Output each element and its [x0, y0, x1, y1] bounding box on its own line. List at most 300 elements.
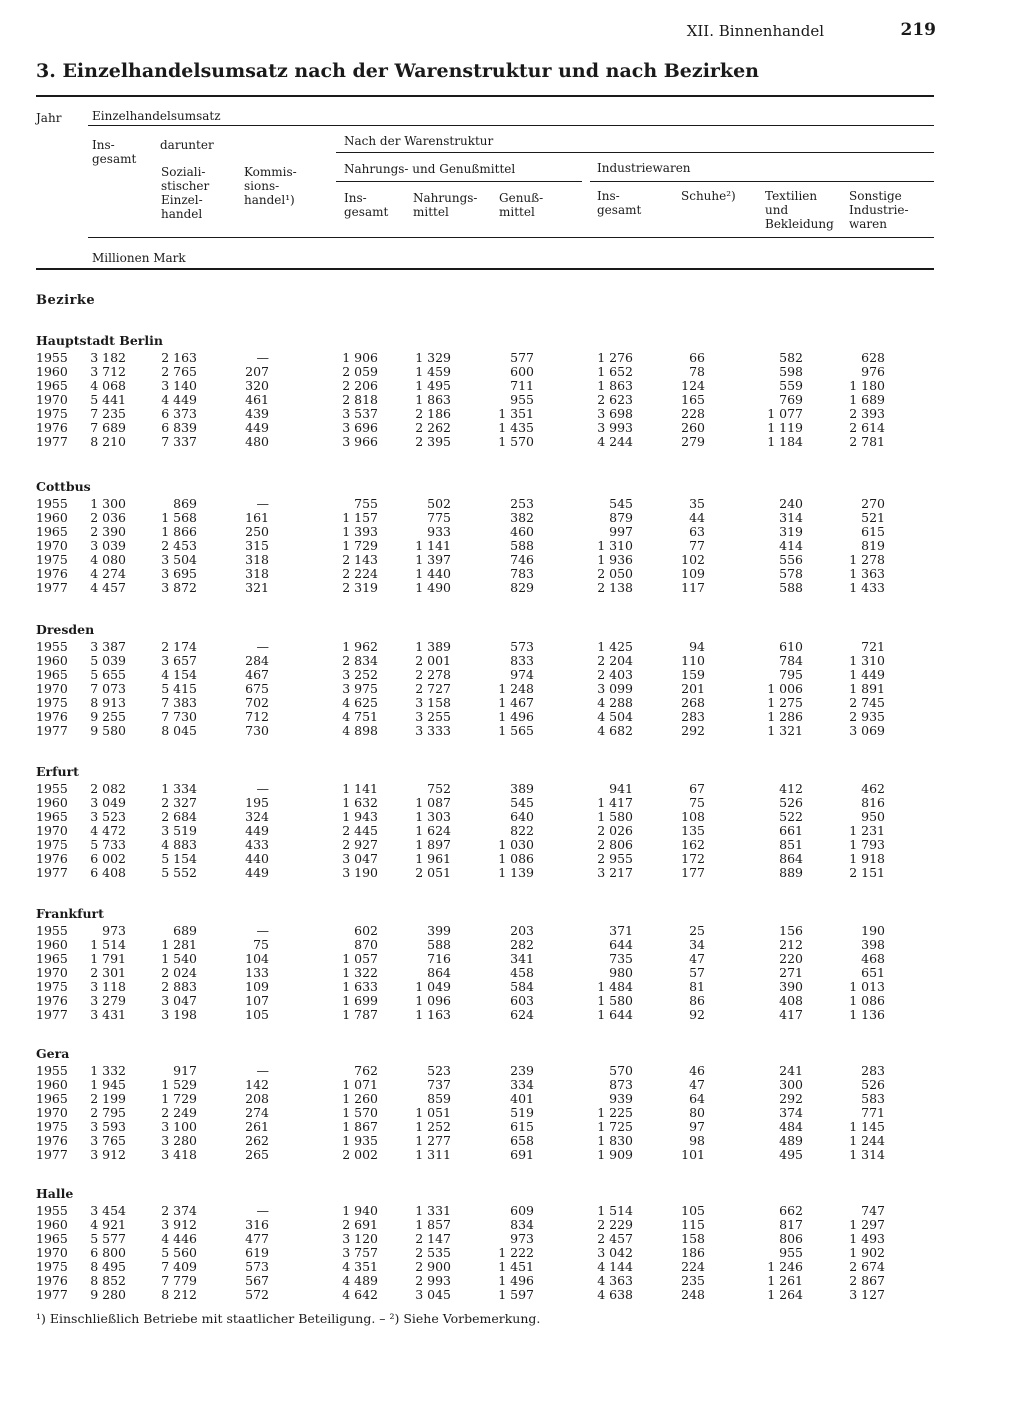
- cell-sozialistisch: 4 446: [161, 1231, 197, 1246]
- cell-schuhe: 64: [689, 1091, 705, 1106]
- cell-schuhe: 63: [689, 524, 705, 539]
- cell-sozialistisch: 7 409: [161, 1259, 197, 1274]
- cell-ng-insgesamt: 4 751: [342, 709, 378, 724]
- cell-kommission: 467: [245, 667, 269, 682]
- cell-ng-insgesamt: 4 351: [342, 1259, 378, 1274]
- cell-year: 1970: [36, 1245, 68, 1260]
- cell-ng-insgesamt: 755: [354, 496, 378, 511]
- cell-schuhe: 66: [689, 350, 705, 365]
- cell-textilien: 417: [779, 1007, 803, 1022]
- cell-schuhe: 283: [681, 709, 705, 724]
- table-row: [0, 1120, 1024, 1134]
- header-rule-warenstruktur: [336, 152, 934, 153]
- cell-genussmittel: 203: [510, 923, 534, 938]
- cell-genussmittel: 253: [510, 496, 534, 511]
- cell-genussmittel: 829: [510, 580, 534, 595]
- cell-genussmittel: 1 351: [498, 406, 534, 421]
- cell-schuhe: 97: [689, 1119, 705, 1134]
- cell-iw-insgesamt: 2 026: [597, 823, 633, 838]
- cell-ng-insgesamt: 2 002: [342, 1147, 378, 1162]
- cell-ng-insgesamt: 1 071: [342, 1077, 378, 1092]
- cell-sonstige: 1 244: [849, 1133, 885, 1148]
- cell-iw-insgesamt: 1 580: [597, 809, 633, 824]
- cell-insgesamt: 3 593: [90, 1119, 126, 1134]
- cell-ng-insgesamt: 1 943: [342, 809, 378, 824]
- cell-insgesamt: 2 199: [90, 1091, 126, 1106]
- cell-genussmittel: 458: [510, 965, 534, 980]
- cell-iw-insgesamt: 644: [609, 937, 633, 952]
- col-header-einzelhandelsumsatz: Einzelhandelsumsatz: [92, 109, 221, 123]
- cell-iw-insgesamt: 1 580: [597, 993, 633, 1008]
- cell-textilien: 598: [779, 364, 803, 379]
- cell-kommission: 567: [245, 1273, 269, 1288]
- cell-kommission: 274: [245, 1105, 269, 1120]
- header-rule-iw: [590, 181, 934, 182]
- cell-genussmittel: 822: [510, 823, 534, 838]
- cell-sozialistisch: 2 684: [161, 809, 197, 824]
- section-label-bezirke: Bezirke: [36, 293, 96, 308]
- cell-textilien: 955: [779, 1245, 803, 1260]
- cell-textilien: 1 264: [767, 1287, 803, 1302]
- cell-sozialistisch: 8 045: [161, 723, 197, 738]
- cell-textilien: 522: [779, 809, 803, 824]
- cell-ng-insgesamt: 1 393: [342, 524, 378, 539]
- cell-ng-insgesamt: 3 537: [342, 406, 378, 421]
- cell-genussmittel: 282: [510, 937, 534, 952]
- cell-insgesamt: 3 279: [90, 993, 126, 1008]
- cell-ng-insgesamt: 4 489: [342, 1273, 378, 1288]
- cell-sonstige: 462: [861, 781, 885, 796]
- cell-schuhe: 57: [689, 965, 705, 980]
- cell-genussmittel: 833: [510, 653, 534, 668]
- cell-kommission: 449: [245, 823, 269, 838]
- cell-genussmittel: 1 597: [498, 1287, 534, 1302]
- cell-genussmittel: 783: [510, 566, 534, 581]
- cell-ng-insgesamt: 4 642: [342, 1287, 378, 1302]
- cell-schuhe: 44: [689, 510, 705, 525]
- cell-sozialistisch: 3 504: [161, 552, 197, 567]
- cell-sozialistisch: 1 729: [161, 1091, 197, 1106]
- cell-ng-insgesamt: 3 190: [342, 865, 378, 880]
- table-row: [0, 952, 1024, 966]
- cell-year: 1977: [36, 1007, 68, 1022]
- cell-textilien: 495: [779, 1147, 803, 1162]
- cell-iw-insgesamt: 1 514: [597, 1203, 633, 1218]
- cell-schuhe: 235: [681, 1273, 705, 1288]
- cell-iw-insgesamt: 3 099: [597, 681, 633, 696]
- cell-ng-insgesamt: 602: [354, 923, 378, 938]
- cell-sonstige: 1 793: [849, 837, 885, 852]
- cell-ng-insgesamt: 1 906: [342, 350, 378, 365]
- cell-schuhe: 186: [681, 1245, 705, 1260]
- cell-ng-insgesamt: 1 940: [342, 1203, 378, 1218]
- cell-sozialistisch: 1 529: [161, 1077, 197, 1092]
- cell-sonstige: 468: [861, 951, 885, 966]
- cell-nahrungsmittel: 859: [427, 1091, 451, 1106]
- cell-nahrungsmittel: 588: [427, 937, 451, 952]
- cell-sozialistisch: 5 560: [161, 1245, 197, 1260]
- cell-sonstige: 1 433: [849, 580, 885, 595]
- cell-ng-insgesamt: 1 962: [342, 639, 378, 654]
- cell-insgesamt: 6 800: [90, 1245, 126, 1260]
- cell-genussmittel: 401: [510, 1091, 534, 1106]
- cell-iw-insgesamt: 3 042: [597, 1245, 633, 1260]
- cell-schuhe: 101: [681, 1147, 705, 1162]
- cell-ng-insgesamt: 4 625: [342, 695, 378, 710]
- section-title: XII. Binnenhandel: [686, 22, 824, 40]
- cell-textilien: 414: [779, 538, 803, 553]
- cell-iw-insgesamt: 939: [609, 1091, 633, 1106]
- cell-iw-insgesamt: 1 725: [597, 1119, 633, 1134]
- cell-ng-insgesamt: 2 224: [342, 566, 378, 581]
- cell-schuhe: 224: [681, 1259, 705, 1274]
- cell-kommission: 250: [245, 524, 269, 539]
- cell-iw-insgesamt: 2 457: [597, 1231, 633, 1246]
- cell-sonstige: 1 297: [849, 1217, 885, 1232]
- cell-kommission: 433: [245, 837, 269, 852]
- cell-nahrungsmittel: 2 262: [415, 420, 451, 435]
- table-row: [0, 1092, 1024, 1106]
- cell-ng-insgesamt: 3 975: [342, 681, 378, 696]
- cell-genussmittel: 382: [510, 510, 534, 525]
- cell-sonstige: 819: [861, 538, 885, 553]
- cell-sonstige: 1 449: [849, 667, 885, 682]
- cell-sozialistisch: 2 163: [161, 350, 197, 365]
- cell-genussmittel: 1 496: [498, 709, 534, 724]
- cell-sozialistisch: 2 374: [161, 1203, 197, 1218]
- cell-year: 1955: [36, 923, 68, 938]
- cell-kommission: 320: [245, 378, 269, 393]
- cell-iw-insgesamt: 2 229: [597, 1217, 633, 1232]
- cell-iw-insgesamt: 1 652: [597, 364, 633, 379]
- cell-sozialistisch: 1 334: [161, 781, 197, 796]
- cell-schuhe: 81: [689, 979, 705, 994]
- cell-textilien: 582: [779, 350, 803, 365]
- cell-ng-insgesamt: 2 691: [342, 1217, 378, 1232]
- cell-genussmittel: 1 248: [498, 681, 534, 696]
- cell-insgesamt: 3 431: [90, 1007, 126, 1022]
- cell-kommission: 318: [245, 566, 269, 581]
- table-row: [0, 539, 1024, 553]
- cell-genussmittel: 615: [510, 1119, 534, 1134]
- table-row: [0, 365, 1024, 379]
- cell-insgesamt: 3 182: [90, 350, 126, 365]
- col-header-schuhe: Schuhe²): [681, 189, 736, 203]
- cell-sonstige: 1 278: [849, 552, 885, 567]
- cell-year: 1965: [36, 951, 68, 966]
- cell-year: 1977: [36, 723, 68, 738]
- district-name: Halle: [36, 1186, 74, 1201]
- cell-year: 1976: [36, 566, 68, 581]
- cell-schuhe: 102: [681, 552, 705, 567]
- cell-sonstige: 1 689: [849, 392, 885, 407]
- cell-sozialistisch: 5 552: [161, 865, 197, 880]
- cell-nahrungsmittel: 1 141: [415, 538, 451, 553]
- table-row: [0, 682, 1024, 696]
- district-name: Gera: [36, 1046, 70, 1061]
- cell-insgesamt: 3 765: [90, 1133, 126, 1148]
- cell-ng-insgesamt: 2 445: [342, 823, 378, 838]
- cell-schuhe: 110: [681, 653, 705, 668]
- table-row: [0, 567, 1024, 581]
- cell-genussmittel: 711: [510, 378, 534, 393]
- cell-sozialistisch: 2 327: [161, 795, 197, 810]
- cell-ng-insgesamt: 2 834: [342, 653, 378, 668]
- cell-sonstige: 1 231: [849, 823, 885, 838]
- cell-textilien: 1 261: [767, 1273, 803, 1288]
- cell-nahrungsmittel: 1 897: [415, 837, 451, 852]
- cell-sozialistisch: 2 883: [161, 979, 197, 994]
- cell-sonstige: 583: [861, 1091, 885, 1106]
- cell-ng-insgesamt: 2 059: [342, 364, 378, 379]
- table-row: [0, 980, 1024, 994]
- cell-genussmittel: 584: [510, 979, 534, 994]
- header-top-rule: [36, 95, 934, 97]
- cell-ng-insgesamt: 2 206: [342, 378, 378, 393]
- cell-schuhe: 47: [689, 1077, 705, 1092]
- cell-year: 1977: [36, 434, 68, 449]
- cell-genussmittel: 640: [510, 809, 534, 824]
- cell-genussmittel: 519: [510, 1105, 534, 1120]
- cell-insgesamt: 4 274: [90, 566, 126, 581]
- cell-schuhe: 268: [681, 695, 705, 710]
- cell-genussmittel: 239: [510, 1063, 534, 1078]
- cell-nahrungsmittel: 2 727: [415, 681, 451, 696]
- cell-ng-insgesamt: 1 157: [342, 510, 378, 525]
- cell-insgesamt: 2 036: [90, 510, 126, 525]
- cell-kommission: 316: [245, 1217, 269, 1232]
- cell-textilien: 271: [779, 965, 803, 980]
- cell-iw-insgesamt: 3 217: [597, 865, 633, 880]
- cell-insgesamt: 3 039: [90, 538, 126, 553]
- cell-iw-insgesamt: 941: [609, 781, 633, 796]
- cell-schuhe: 162: [681, 837, 705, 852]
- cell-sonstige: 2 393: [849, 406, 885, 421]
- cell-sonstige: 3 069: [849, 723, 885, 738]
- cell-schuhe: 158: [681, 1231, 705, 1246]
- cell-ng-insgesamt: 1 057: [342, 951, 378, 966]
- table-row: [0, 1260, 1024, 1274]
- cell-ng-insgesamt: 2 927: [342, 837, 378, 852]
- cell-insgesamt: 7 689: [90, 420, 126, 435]
- cell-ng-insgesamt: 1 867: [342, 1119, 378, 1134]
- cell-sonstige: 651: [861, 965, 885, 980]
- cell-sozialistisch: 8 212: [161, 1287, 197, 1302]
- cell-textilien: 220: [779, 951, 803, 966]
- cell-iw-insgesamt: 1 909: [597, 1147, 633, 1162]
- cell-nahrungsmittel: 2 278: [415, 667, 451, 682]
- cell-year: 1977: [36, 1147, 68, 1162]
- cell-year: 1955: [36, 1203, 68, 1218]
- cell-insgesamt: 3 523: [90, 809, 126, 824]
- cell-insgesamt: 3 454: [90, 1203, 126, 1218]
- cell-sonstige: 2 745: [849, 695, 885, 710]
- cell-sonstige: 1 891: [849, 681, 885, 696]
- col-header-sozialistischer: Soziali- stischer Einzel- handel: [161, 165, 210, 221]
- cell-sonstige: 283: [861, 1063, 885, 1078]
- cell-schuhe: 201: [681, 681, 705, 696]
- cell-insgesamt: 2 082: [90, 781, 126, 796]
- cell-nahrungsmittel: 1 329: [415, 350, 451, 365]
- cell-insgesamt: 5 655: [90, 667, 126, 682]
- table-row: [0, 796, 1024, 810]
- cell-sonstige: 3 127: [849, 1287, 885, 1302]
- cell-schuhe: 92: [689, 1007, 705, 1022]
- cell-iw-insgesamt: 1 417: [597, 795, 633, 810]
- cell-sonstige: 2 151: [849, 865, 885, 880]
- cell-year: 1955: [36, 496, 68, 511]
- cell-nahrungsmittel: 502: [427, 496, 451, 511]
- cell-nahrungsmittel: 1 252: [415, 1119, 451, 1134]
- table-row: [0, 668, 1024, 682]
- cell-textilien: 240: [779, 496, 803, 511]
- cell-year: 1965: [36, 378, 68, 393]
- cell-sozialistisch: 3 047: [161, 993, 197, 1008]
- table-row: [0, 710, 1024, 724]
- cell-insgesamt: 5 733: [90, 837, 126, 852]
- cell-iw-insgesamt: 545: [609, 496, 633, 511]
- cell-textilien: 588: [779, 580, 803, 595]
- cell-genussmittel: 746: [510, 552, 534, 567]
- cell-ng-insgesamt: 1 935: [342, 1133, 378, 1148]
- table-row: [0, 966, 1024, 980]
- cell-nahrungsmittel: 1 397: [415, 552, 451, 567]
- table-row: [0, 1148, 1024, 1162]
- cell-genussmittel: 974: [510, 667, 534, 682]
- cell-year: 1970: [36, 823, 68, 838]
- cell-nahrungsmittel: 1 459: [415, 364, 451, 379]
- cell-iw-insgesamt: 873: [609, 1077, 633, 1092]
- cell-textilien: 864: [779, 851, 803, 866]
- cell-sonstige: 615: [861, 524, 885, 539]
- cell-year: 1965: [36, 1091, 68, 1106]
- cell-insgesamt: 8 495: [90, 1259, 126, 1274]
- cell-iw-insgesamt: 1 484: [597, 979, 633, 994]
- cell-kommission: 107: [245, 993, 269, 1008]
- cell-textilien: 1 119: [767, 420, 803, 435]
- cell-sozialistisch: 3 140: [161, 378, 197, 393]
- cell-sozialistisch: 6 839: [161, 420, 197, 435]
- cell-textilien: 526: [779, 795, 803, 810]
- cell-iw-insgesamt: 1 936: [597, 552, 633, 567]
- cell-sonstige: 747: [861, 1203, 885, 1218]
- cell-schuhe: 46: [689, 1063, 705, 1078]
- cell-kommission: 207: [245, 364, 269, 379]
- cell-sozialistisch: 2 249: [161, 1105, 197, 1120]
- cell-insgesamt: 6 408: [90, 865, 126, 880]
- cell-textilien: 851: [779, 837, 803, 852]
- cell-textilien: 1 184: [767, 434, 803, 449]
- footnote: ¹) Einschließlich Betriebe mit staatlicher Beteiligung. – ²) Siehe Vorbemerkung.: [36, 1311, 541, 1326]
- col-header-textilien: Textilien und Bekleidung: [765, 189, 834, 231]
- cell-genussmittel: 624: [510, 1007, 534, 1022]
- cell-genussmittel: 1 139: [498, 865, 534, 880]
- cell-nahrungsmittel: 1 440: [415, 566, 451, 581]
- cell-genussmittel: 1 222: [498, 1245, 534, 1260]
- cell-insgesamt: 1 945: [90, 1077, 126, 1092]
- cell-sozialistisch: 1 866: [161, 524, 197, 539]
- district-name: Erfurt: [36, 764, 79, 779]
- cell-sonstige: 1 145: [849, 1119, 885, 1134]
- cell-textilien: 556: [779, 552, 803, 567]
- cell-nahrungsmittel: 1 961: [415, 851, 451, 866]
- cell-sozialistisch: 4 154: [161, 667, 197, 682]
- cell-genussmittel: 573: [510, 639, 534, 654]
- cell-nahrungsmittel: 523: [427, 1063, 451, 1078]
- cell-textilien: 559: [779, 378, 803, 393]
- cell-kommission: 265: [245, 1147, 269, 1162]
- cell-schuhe: 98: [689, 1133, 705, 1148]
- cell-iw-insgesamt: 2 050: [597, 566, 633, 581]
- cell-kommission: —: [256, 350, 269, 365]
- cell-nahrungsmittel: 1 311: [415, 1147, 451, 1162]
- cell-sozialistisch: 917: [173, 1063, 197, 1078]
- cell-sozialistisch: 5 154: [161, 851, 197, 866]
- cell-nahrungsmittel: 2 993: [415, 1273, 451, 1288]
- cell-nahrungsmittel: 1 857: [415, 1217, 451, 1232]
- cell-textilien: 314: [779, 510, 803, 525]
- cell-sonstige: 976: [861, 364, 885, 379]
- cell-iw-insgesamt: 4 244: [597, 434, 633, 449]
- cell-iw-insgesamt: 1 276: [597, 350, 633, 365]
- cell-kommission: 318: [245, 552, 269, 567]
- cell-textilien: 578: [779, 566, 803, 581]
- cell-nahrungsmittel: 2 186: [415, 406, 451, 421]
- cell-kommission: 439: [245, 406, 269, 421]
- cell-kommission: 619: [245, 1245, 269, 1260]
- col-header-insgesamt: Ins- gesamt: [92, 138, 137, 166]
- cell-kommission: 133: [245, 965, 269, 980]
- cell-sozialistisch: 2 453: [161, 538, 197, 553]
- cell-schuhe: 260: [681, 420, 705, 435]
- table-row: [0, 782, 1024, 796]
- cell-sonstige: 190: [861, 923, 885, 938]
- cell-nahrungsmittel: 1 863: [415, 392, 451, 407]
- cell-genussmittel: 1 565: [498, 723, 534, 738]
- cell-iw-insgesamt: 1 644: [597, 1007, 633, 1022]
- cell-textilien: 241: [779, 1063, 803, 1078]
- cell-ng-insgesamt: 3 757: [342, 1245, 378, 1260]
- cell-sozialistisch: 5 415: [161, 681, 197, 696]
- col-header-ng-insgesamt: Ins- gesamt: [344, 191, 389, 219]
- cell-sozialistisch: 3 418: [161, 1147, 197, 1162]
- cell-textilien: 1 321: [767, 723, 803, 738]
- cell-schuhe: 159: [681, 667, 705, 682]
- table-row: [0, 810, 1024, 824]
- cell-ng-insgesamt: 1 699: [342, 993, 378, 1008]
- cell-iw-insgesamt: 2 204: [597, 653, 633, 668]
- cell-kommission: 712: [245, 709, 269, 724]
- table-row: [0, 724, 1024, 738]
- cell-sozialistisch: 7 730: [161, 709, 197, 724]
- cell-schuhe: 105: [681, 1203, 705, 1218]
- cell-year: 1970: [36, 681, 68, 696]
- cell-sozialistisch: 4 449: [161, 392, 197, 407]
- cell-ng-insgesamt: 1 729: [342, 538, 378, 553]
- cell-kommission: —: [256, 639, 269, 654]
- cell-nahrungsmittel: 1 049: [415, 979, 451, 994]
- cell-iw-insgesamt: 980: [609, 965, 633, 980]
- district-name: Frankfurt: [36, 906, 104, 921]
- cell-sonstige: 950: [861, 809, 885, 824]
- cell-schuhe: 292: [681, 723, 705, 738]
- col-header-kommissionshandel: Kommis- sions- handel¹): [244, 165, 297, 207]
- cell-iw-insgesamt: 4 504: [597, 709, 633, 724]
- cell-insgesamt: 973: [102, 923, 126, 938]
- cell-insgesamt: 1 300: [90, 496, 126, 511]
- cell-ng-insgesamt: 3 696: [342, 420, 378, 435]
- cell-insgesamt: 3 912: [90, 1147, 126, 1162]
